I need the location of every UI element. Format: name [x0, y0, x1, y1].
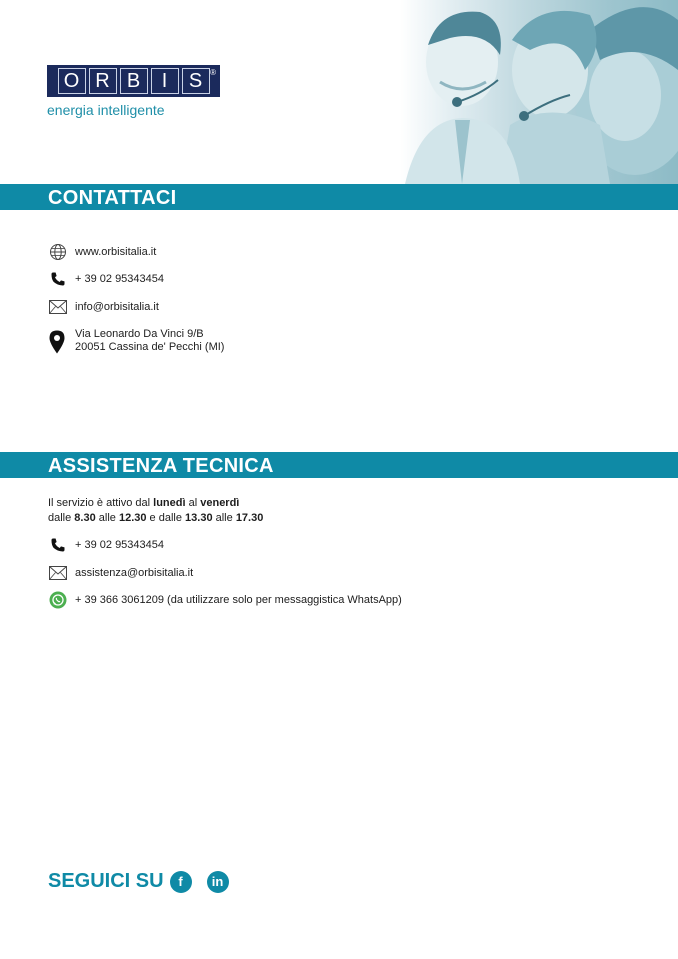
phone-number[interactable]: + 39 02 95343454 [75, 273, 165, 285]
logo-registered-mark: ® [210, 68, 216, 77]
globe-icon [48, 242, 68, 262]
service-hours [48, 496, 263, 526]
email-link[interactable]: info@orbisitalia.it [75, 301, 159, 313]
map-pin-icon [49, 330, 65, 359]
time-value: 13.30 [185, 512, 213, 524]
address-line-2: 20051 Cassina de' Pecchi (MI) [75, 341, 225, 353]
envelope-icon [48, 297, 68, 317]
time-value: 17.30 [235, 512, 264, 524]
day-to: venerdì [200, 497, 240, 509]
service-days-line [48, 496, 263, 511]
contattaci-title: CONTATTACI [48, 184, 191, 210]
contattaci-bar [0, 184, 678, 210]
logo-letter: O [58, 68, 86, 94]
support-phone-row[interactable] [48, 535, 164, 555]
hours-text: alle [95, 512, 119, 524]
address-line-1: Via Leonardo Da Vinci 9/B [75, 328, 204, 340]
support-email-link[interactable]: assistenza@orbisitalia.it [75, 567, 194, 579]
social-label: SEGUICI SU [48, 870, 164, 892]
hours-text: e dalle [146, 512, 186, 524]
tagline: energia intelligente [47, 102, 165, 118]
orbis-logo [47, 65, 220, 97]
website-row[interactable] [48, 242, 156, 262]
hours-text: Il servizio è attivo dal [48, 497, 154, 509]
logo-letter: I [151, 68, 179, 94]
social-section [48, 870, 229, 893]
day-from: lunedì [153, 497, 186, 509]
address [75, 328, 224, 354]
phone-icon [48, 535, 68, 555]
logo-letter: S [182, 68, 210, 94]
envelope-icon [48, 563, 68, 583]
assistenza-bar [0, 452, 678, 478]
hours-text: al [185, 497, 201, 509]
support-phone-number[interactable]: + 39 02 95343454 [75, 539, 165, 551]
hours-text: alle [212, 512, 236, 524]
header-photo [400, 0, 678, 184]
logo-letters [58, 68, 210, 94]
whatsapp-icon [48, 590, 68, 610]
service-times-line [48, 511, 263, 526]
linkedin-icon[interactable]: in [207, 871, 229, 893]
phone-icon [48, 269, 68, 289]
time-value: 12.30 [118, 512, 147, 524]
assistenza-title: ASSISTENZA TECNICA [48, 452, 288, 478]
hours-text: dalle [48, 512, 75, 524]
whatsapp-row[interactable] [48, 590, 402, 610]
logo-letter: B [120, 68, 148, 94]
facebook-icon[interactable]: f [170, 871, 192, 893]
email-row[interactable] [48, 297, 159, 317]
logo-letter: R [89, 68, 117, 94]
whatsapp-number[interactable]: + 39 366 3061209 (da utilizzare solo per messaggistica WhatsApp) [75, 594, 402, 606]
time-value: 8.30 [74, 512, 96, 524]
website-link[interactable]: www.orbisitalia.it [75, 246, 157, 258]
support-email-row[interactable] [48, 563, 193, 583]
phone-row[interactable] [48, 269, 164, 289]
